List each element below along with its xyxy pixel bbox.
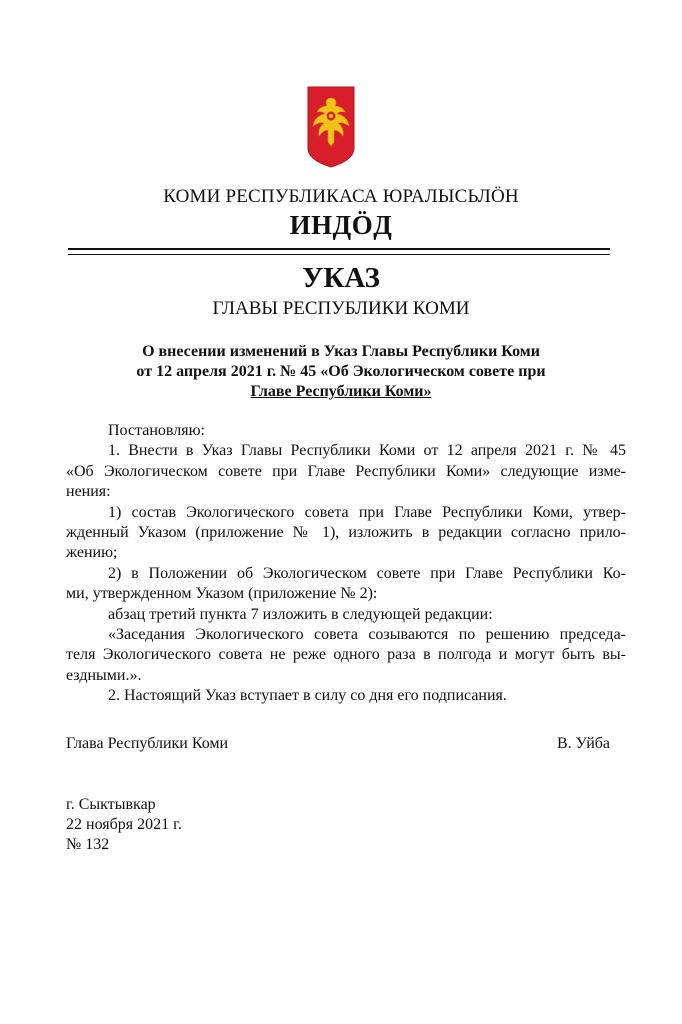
body-line: ездными.». xyxy=(66,666,142,684)
body-line: 1) состав Экологического совета при Главе Республики Коми, утвер- xyxy=(108,503,626,521)
body-line: «Об Экологическом совете при Главе Республики Коми» следующие изме- xyxy=(66,462,626,480)
document-type: УКАЗ xyxy=(302,262,380,294)
footer-number: № 132 xyxy=(66,836,110,853)
signatory-name: В. Уйба xyxy=(556,735,610,752)
body-line: абзац третий пункта 7 изложить в следующей редакции: xyxy=(108,605,493,623)
header-organization: КОМИ РЕСПУБЛИКАСА ЮРАЛЫСЬЛӦН xyxy=(163,186,519,207)
body-line: теля Экологического совета не реже одного раза в полгода и могут быть вы- xyxy=(66,646,626,664)
footer-date: 22 ноября 2021 г. xyxy=(66,816,182,833)
body-line: 1. Внести в Указ Главы Республики Коми от 12 апреля 2021 г. № 45 xyxy=(108,442,626,460)
footer-city: г. Сыктывкар xyxy=(66,796,156,813)
body-line: «Заседания Экологического совета созываются по решению председа- xyxy=(108,626,626,644)
document-issuer: ГЛАВЫ РЕСПУБЛИКИ КОМИ xyxy=(212,298,470,319)
body-line: Постановляю: xyxy=(108,422,205,439)
body-line: 2) в Положении об Экологическом совете при Главе Республики Ко- xyxy=(108,564,626,582)
header-doc-kind: ИНДӦД xyxy=(289,210,393,240)
subject-line: от 12 апреля 2021 г. № 45 «Об Экологическом совете при xyxy=(136,363,546,380)
header-divider-thick xyxy=(68,248,610,250)
subject-line: О внесении изменений в Указ Главы Республики Коми xyxy=(142,343,540,360)
document-footer xyxy=(66,795,182,855)
document-subject xyxy=(80,342,602,402)
header-divider-thin xyxy=(68,254,610,255)
body-line: жденный Указом (приложение № 1), изложить в редакции согласно прило- xyxy=(66,524,626,542)
document-body xyxy=(66,421,626,707)
coat-of-arms-icon xyxy=(307,86,355,168)
body-line: нения: xyxy=(66,483,111,501)
subject-line: Главе Республики Коми» xyxy=(250,383,432,400)
body-line: жению; xyxy=(66,544,118,562)
signatory-position: Глава Республики Коми xyxy=(66,735,229,752)
body-line: ми, утвержденном Указом (приложение № 2): xyxy=(66,585,378,603)
body-line: 2. Настоящий Указ вступает в силу со дня его подписания. xyxy=(108,687,507,705)
